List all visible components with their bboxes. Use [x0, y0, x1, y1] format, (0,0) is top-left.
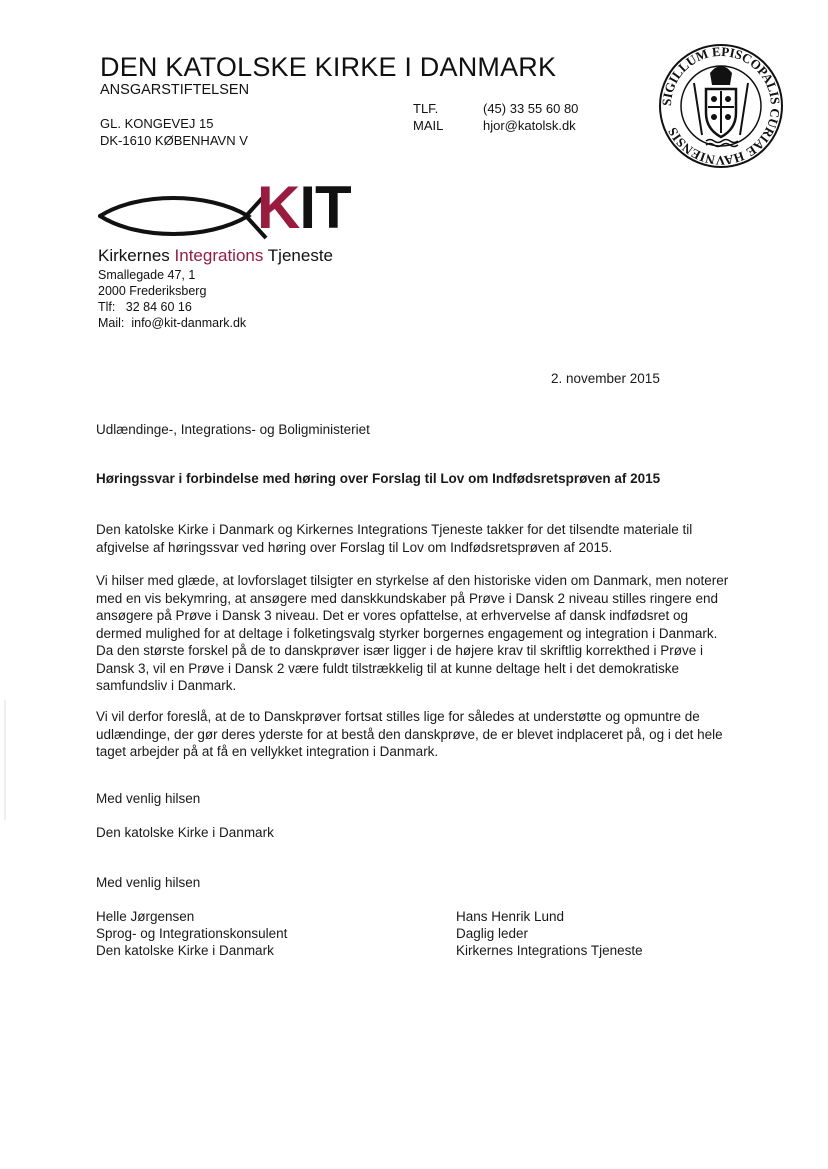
letter-recipient: Udlændinge-, Integrations- og Boligministeriet: [96, 422, 370, 437]
address-street: GL. KONGEVEJ 15: [100, 116, 214, 131]
diocese-seal-icon: [658, 43, 784, 169]
mail-value: hjor@katolsk.dk: [483, 118, 576, 133]
kit-tagline-part2: Integrations: [174, 246, 264, 265]
letter-date: 2. november 2015: [551, 371, 660, 386]
letter-subject: Høringssvar i forbindelse med høring over Forslag til Lov om Indfødsretsprøven af 2015: [96, 471, 661, 486]
kit-logo-wordmark: [257, 174, 351, 241]
closing-greeting-2: Med venlig hilsen: [96, 875, 201, 890]
signer-left-title: Sprog- og Integrationskonsulent: [96, 926, 288, 941]
organization-subtitle: ANSGARSTIFTELSEN: [100, 82, 250, 98]
closing-greeting: Med venlig hilsen: [96, 791, 201, 806]
kit-phone: Tlf: 32 84 60 16: [98, 300, 192, 314]
signing-organization: Den katolske Kirke i Danmark: [96, 825, 274, 840]
paragraph-main: Vi hilser med glæde, at lovforslaget tilsigter en styrkelse af den historiske viden om Danmark, men noterer med en vis bekymring, at ansøgere med danskkundskaber på Prøve i Dansk 2 niveau stilles ringere end ansøgere på Prøve i Dansk 3 niveau. Det er vores opfattelse, at erhvervelse af dansk indfødsret og dermed mulighed for at deltage i folketingsvalg styrker borgernes engagement og integration i Danmark. Da den største forskel på de to danskprøver især ligger i de højere krav til skriftlig korrekthed i Prøve i Dansk 3, vil en Prøve i Dansk 2 være fuldt tilstrækkelig til at kunne deltage helt i det demokratiske samfundsliv i Danmark.: [96, 573, 729, 693]
kit-mail: Mail: info@kit-danmark.dk: [98, 316, 247, 330]
signer-right-org: Kirkernes Integrations Tjeneste: [456, 943, 643, 958]
seal-text: SIGILLUM EPISCOPALIS CURIAE HAVNIENSIS: [658, 43, 784, 169]
kit-logo-it: IT: [299, 174, 351, 241]
kit-city: 2000 Frederiksberg: [98, 284, 207, 298]
signer-right-title: Daglig leder: [456, 926, 529, 941]
paragraph-intro: Den katolske Kirke i Danmark og Kirkernes Integrations Tjeneste takker for det tilsendte materiale til afgivelse af høringssvar ved høring over Forslag til Lov om Indfødsretsprøven af 2015.: [96, 522, 693, 555]
phone-value: (45) 33 55 60 80: [483, 101, 579, 116]
kit-tagline-part1: Kirkernes: [98, 246, 175, 265]
paragraph-proposal: Vi vil derfor foreslå, at de to Danskprøver fortsat stilles lige for således at understøtte og opmuntre de udlændinge, der gør deres yderste for at bestå den danskprøve, de er blevet indplaceret på, og i det hele taget arbejder på at få en vellykket integration i Danmark.: [96, 709, 723, 759]
kit-logo-k: K: [257, 174, 300, 241]
mail-label: MAIL: [413, 118, 444, 133]
phone-label: TLF.: [413, 101, 439, 116]
signer-right-name: Hans Henrik Lund: [456, 909, 565, 924]
signer-left-org: Den katolske Kirke i Danmark: [96, 943, 274, 958]
scan-margin-mark: [4, 700, 6, 820]
fish-logo-icon: [98, 190, 268, 242]
kit-tagline-part3: Tjeneste: [263, 246, 333, 265]
signer-left-name: Helle Jørgensen: [96, 909, 195, 924]
organization-name: DEN KATOLSKE KIRKE I DANMARK: [100, 52, 557, 82]
kit-address: Smallegade 47, 1: [98, 268, 196, 282]
kit-tagline: [98, 246, 333, 266]
address-city: DK-1610 KØBENHAVN V: [100, 133, 248, 148]
